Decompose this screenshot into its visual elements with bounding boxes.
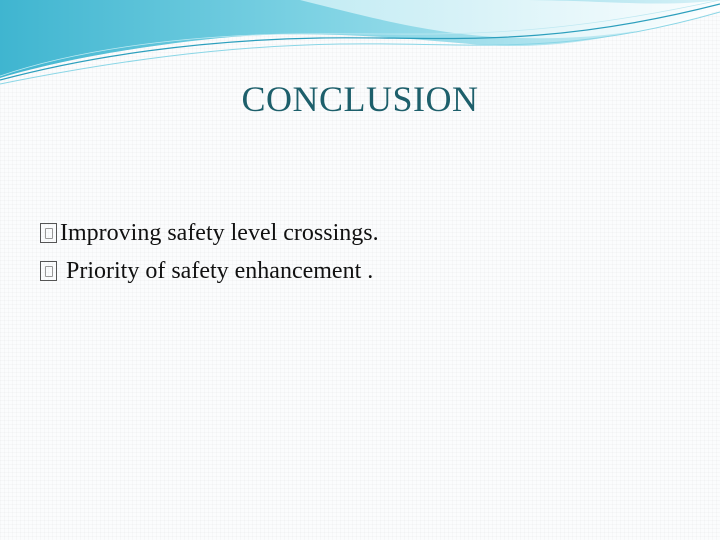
list-item (40, 252, 379, 290)
bullet-text: Improving safety level crossings. (60, 220, 379, 246)
bullet-list (40, 214, 379, 290)
missing-glyph-icon (40, 223, 57, 243)
header-wave-decoration (0, 0, 720, 90)
missing-glyph-icon (40, 261, 57, 281)
slide-title: CONCLUSION (241, 79, 479, 119)
list-item (40, 214, 379, 252)
bullet-text: Priority of safety enhancement . (60, 258, 374, 284)
